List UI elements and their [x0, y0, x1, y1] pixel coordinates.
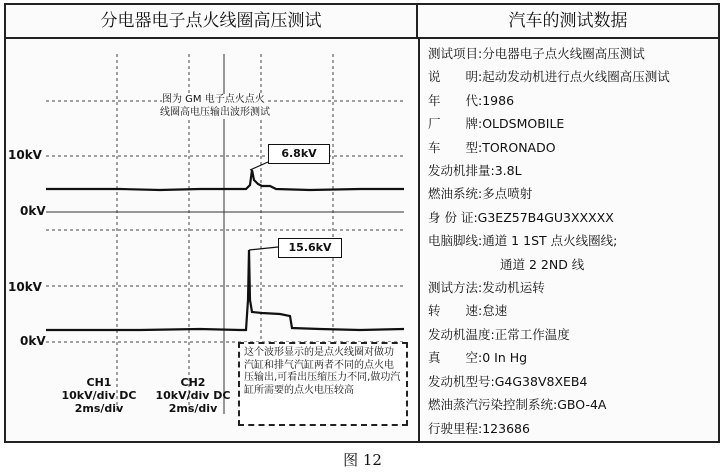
- info-year: 年 代:1986: [428, 92, 515, 108]
- info-rpm: 转 速:怠速: [428, 303, 508, 319]
- ch2-10kv-label: 10kV: [8, 280, 42, 294]
- waveform-note-line2: 线圈高电压输出波形测试: [160, 107, 270, 118]
- info-vin: 身 份 证:G3EZ57B4GU3XXXXX: [428, 209, 614, 225]
- ch1-settings: [58, 376, 140, 415]
- info-engine-temp: 发动机温度:正常工作温度: [428, 326, 570, 342]
- ch2-name: CH2: [180, 376, 206, 389]
- left-panel-title: 分电器电子点火线圈高压测试: [6, 5, 418, 39]
- info-fuel-system: 燃油系统:多点喷射: [428, 186, 533, 202]
- ch2-time: 2ms/div: [168, 402, 218, 415]
- ch2-peak-callout: 15.6kV: [278, 238, 342, 258]
- info-evap-system: 燃油蒸汽污染控制系统:GBO-4A: [428, 397, 607, 413]
- test-data-list: [428, 42, 716, 440]
- ch2-scale: 10kV/div DC: [155, 389, 231, 402]
- info-vacuum: 真 空:0 In Hg: [428, 350, 528, 366]
- ch1-10kv-label: 10kV: [8, 148, 42, 162]
- ch1-peak-callout: 6.8kV: [268, 144, 330, 164]
- info-engine-model: 发动机型号:G4G38V8XEB4: [428, 373, 588, 389]
- info-make: 厂 牌:OLDSMOBILE: [428, 116, 565, 132]
- info-mileage: 行驶里程:123686: [428, 420, 530, 436]
- ch2-0kv-label: 0kV: [20, 334, 46, 348]
- waveform-description: 这个波形显示的是点火线圈对做功汽缸和排气汽缸两者不同的点火电压输出,可看出压缩压力不同,做功汽缸所需要的点火电压较高: [238, 342, 408, 426]
- figure-caption: 图 12: [343, 451, 382, 469]
- info-ecu-pins-ch2: 通道 2 2ND 线: [500, 256, 585, 272]
- ch2-trace: [46, 250, 404, 330]
- info-test-item: 测试项目:分电器电子点火线圈高压测试: [428, 46, 645, 61]
- ch1-scale: 10kV/div DC: [61, 389, 137, 402]
- info-ecu-pins: 电脑脚线:通道 1 1ST 点火线圈线;: [428, 233, 618, 249]
- ch2-settings: [150, 376, 236, 415]
- right-panel-title: 汽车的测试数据: [418, 5, 718, 39]
- ch1-0kv-label: 0kV: [20, 204, 46, 218]
- callout1-leader: [250, 162, 268, 170]
- info-model: 车 型:TORONADO: [428, 139, 556, 155]
- ch1-trace: [46, 170, 404, 190]
- info-test-method: 测试方法:发动机运转: [428, 280, 545, 296]
- ch1-time: 2ms/div: [74, 402, 124, 415]
- callout2-leader: [249, 247, 278, 250]
- info-description: 说 明:起动发动机进行点火线圈高压测试: [428, 69, 670, 85]
- ch1-name: CH1: [86, 376, 112, 389]
- info-displacement: 发动机排量:3.8L: [428, 163, 522, 179]
- waveform-note-line1: 图为 GM 电子点火点火: [162, 94, 265, 105]
